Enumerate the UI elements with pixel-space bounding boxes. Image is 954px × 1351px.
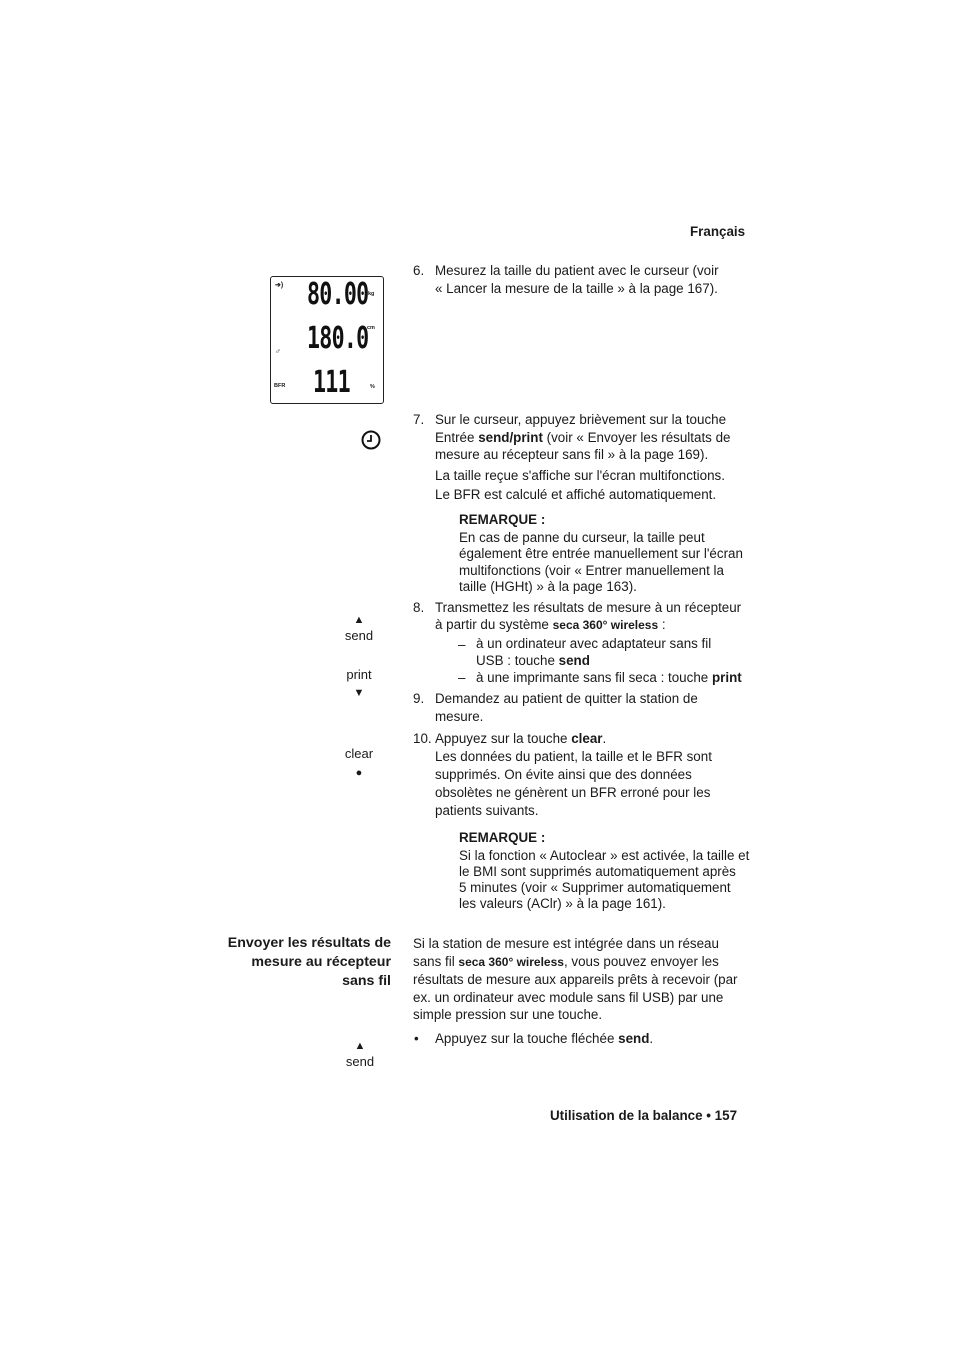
send-key xyxy=(339,613,379,645)
clock-icon xyxy=(361,430,381,450)
section-heading: Envoyer les résultats de mesure au récepteur sans fil xyxy=(227,935,391,989)
step-7-line-2: Entrée send/print (voir « Envoyer les résultats de xyxy=(435,429,731,445)
footer-page: Utilisation de la balance • 157 xyxy=(550,1108,738,1123)
height-value: 180.0 xyxy=(307,321,369,356)
weight-value: 80.00 xyxy=(307,277,369,312)
step-8-sub-2: à une imprimante sans fil seca : touche print xyxy=(476,670,742,685)
note-2-title: REMARQUE : xyxy=(459,830,546,845)
note-2-line-3: 5 minutes (voir « Supprimer automatiquement xyxy=(459,880,731,895)
step-9-number: 9. xyxy=(413,691,425,706)
note-1-line-2: également être entrée manuellement sur l'écran xyxy=(459,546,743,562)
step-10-line-4: obsolètes ne génèrent un BFR erroné pour les xyxy=(435,785,711,800)
note-2-line-1: Si la fonction « Autoclear » est activée, la taille et xyxy=(459,848,750,863)
clear-key-label: clear xyxy=(344,746,374,761)
seca-system-name: seca 360° wireless xyxy=(552,618,659,632)
clear-key-side xyxy=(339,745,379,780)
step-6-line-1: Mesurez la taille du patient avec le curseur (voir xyxy=(435,263,719,278)
header-language: Français xyxy=(690,224,746,239)
step-8-line-1: Transmettez les résultats de mesure à un récepteur xyxy=(435,600,742,615)
note-2-line-2: le BMI sont supprimés automatiquement après xyxy=(459,864,736,879)
step-7-line-4: La taille reçue s'affiche sur l'écran multifonctions. xyxy=(435,467,725,483)
send-key-label: send xyxy=(344,628,374,643)
step-10-line-1: Appuyez sur la touche clear. xyxy=(435,731,607,746)
note-1 xyxy=(459,512,743,595)
step-9-line-1: Demandez au patient de quitter la station de xyxy=(435,691,698,706)
note-2-line-4: les valeurs (AClr) » à la page 161). xyxy=(459,896,666,911)
weight-unit: kg xyxy=(368,291,375,297)
step-9-line-2: mesure. xyxy=(435,708,484,724)
height-unit: cm xyxy=(367,325,375,331)
step-6-number: 6. xyxy=(413,263,425,278)
bullet-dot: • xyxy=(414,1031,419,1046)
step-10-number: 10. xyxy=(413,731,432,746)
note-2 xyxy=(459,830,749,912)
send-key-2 xyxy=(340,1039,380,1071)
send-print-key: send/print xyxy=(478,429,543,445)
bfr-unit: % xyxy=(370,384,375,390)
step-10-line-5: patients suivants. xyxy=(435,803,539,818)
step-8-sub-1-line-2: USB : touche send xyxy=(476,652,590,668)
arrow-up-icon-2: ▲ xyxy=(354,1040,366,1052)
bfr-label: BFR xyxy=(274,383,286,389)
step-8-number: 8. xyxy=(413,600,425,615)
print-key-label: print xyxy=(346,667,372,682)
lcd-display xyxy=(270,276,384,404)
step-6-line-2: « Lancer la mesure de la taille » à la page 167). xyxy=(435,280,718,296)
clear-key: clear xyxy=(571,731,603,746)
arrow-down-icon: ▼ xyxy=(353,686,365,699)
step-8-line-2: à partir du système seca 360° wireless : xyxy=(435,617,666,632)
step-8-dash-1: – xyxy=(458,637,466,652)
note-1-line-1: En cas de panne du curseur, la taille peut xyxy=(459,530,705,546)
step-8-sub-1-line-1: à un ordinateur avec adaptateur sans fil xyxy=(476,636,712,651)
arrow-up-icon: ▲ xyxy=(353,614,365,626)
step-7-line-3: mesure au récepteur sans fil » à la page 169). xyxy=(435,447,709,462)
send-key-label-2: send xyxy=(345,1054,375,1069)
bullet-text: Appuyez sur la touche fléchée send. xyxy=(435,1031,654,1046)
print-key xyxy=(339,666,379,700)
note-1-line-4: taille (HGHt) » à la page 163). xyxy=(459,578,637,594)
section-paragraph: Si la station de mesure est intégrée dans un réseau sans fil seca 360° wireless, vous pouvez envoyer les résultats de mesure aux appareils prêts à recevoir (par ex. un ordinateur avec module sans fil USB) par une simple pression sur une touche. xyxy=(413,936,738,1022)
dot-icon: ● xyxy=(355,766,363,779)
step-10-line-2: Les données du patient, la taille et le BFR sont xyxy=(435,749,712,764)
wireless-icon: ➔) xyxy=(275,282,284,289)
step-7-line-5: Le BFR est calculé et affiché automatiquement. xyxy=(435,487,717,502)
bfr-value: 111 xyxy=(313,365,350,400)
step-8-dash-2: – xyxy=(458,670,466,685)
note-1-line-3: multifonctions (voir « Entrer manuellement la xyxy=(459,562,724,578)
step-10-line-3: supprimés. On évite ainsi que des données xyxy=(435,767,692,782)
step-7-line-1: Sur le curseur, appuyez brièvement sur la touche xyxy=(435,412,727,427)
step-7-number: 7. xyxy=(413,412,425,427)
note-1-title: REMARQUE : xyxy=(459,512,546,527)
gender-icon: ♂ xyxy=(275,347,281,356)
